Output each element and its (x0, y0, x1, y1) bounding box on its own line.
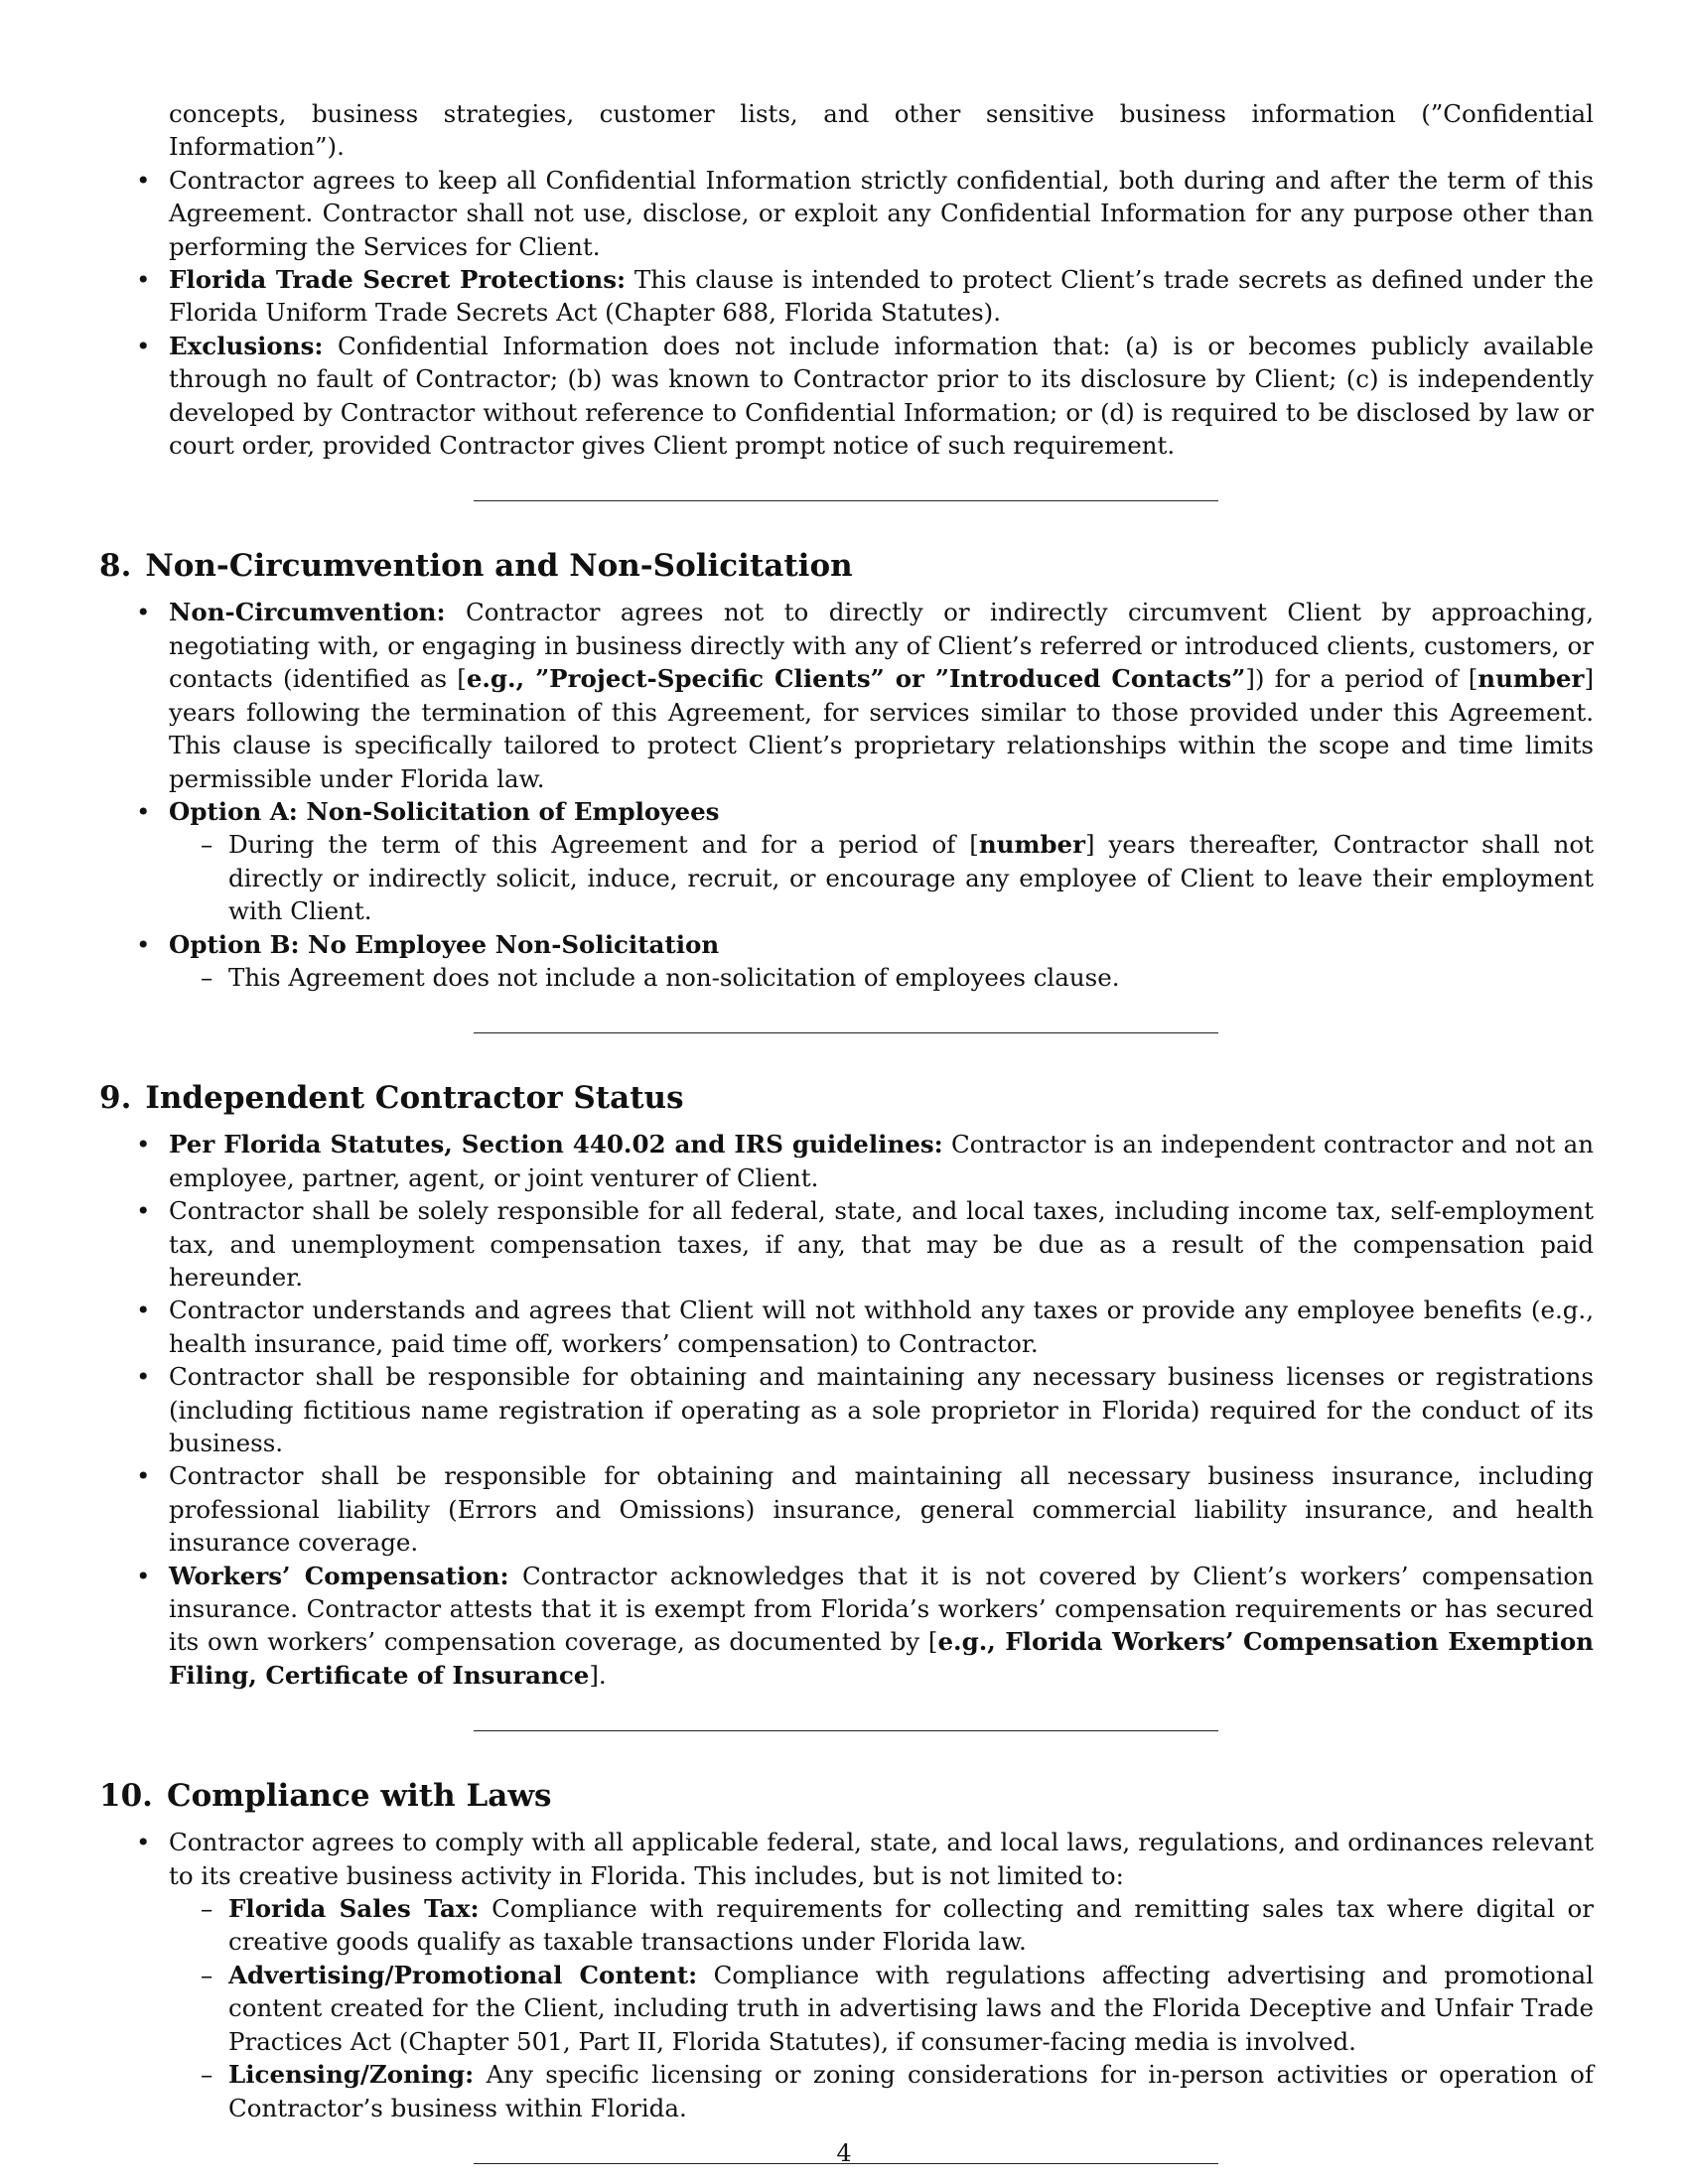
section-8-list (99, 596, 1594, 994)
section-9-list (99, 1128, 1594, 1692)
list-item: • Contractor shall be responsible for obtaining and maintaining all necessary business insurance, including professional liability (Errors and Omissions) insurance, general commercial liability insurance, and health insurance coverage. (99, 1459, 1594, 1559)
sub-list-item: – Advertising/Promotional Content: Compliance with regulations affecting advertising and promotional content created for the Client, including truth in advertising laws and the Florida Deceptive and Unfair Trade Practices Act (Chapter 501, Part II, Florida Statutes), if consumer-facing media is involved. (169, 1959, 1594, 2058)
sub-list-item: – This Agreement does not include a non-solicitation of employees clause. (169, 961, 1594, 994)
list-item: • Contractor shall be solely responsible for all federal, state, and local taxes, including income tax, self-employment tax, and unemployment compensation taxes, if any, that may be due as a result of the compensation paid hereunder. (99, 1194, 1594, 1294)
list-item: • Contractor agrees to comply with all applicable federal, state, and local laws, regulations, and ordinances relevant to its creative business activity in Florida. This includes, but is not limited to: – Florida Sales Tax: Compliance with requirements for collecting and remitting sales tax where digital or creative goods qualify as taxable transactions under Florida law. – Advertising/Promotional Content: Compliance with regulations affecting advertising and promotional content created for the Client, including truth in advertising laws and the Florida Deceptive and Unfair Trade Practices Act (Chapter 501, Part II, Florida Statutes), if consumer-facing media is involved. – Licensing/Zoning: Any specific licensing or zoning considerations for in-person activities or operation of Contractor’s business within Florida. (99, 1826, 1594, 2124)
list-item: • Exclusions: Confidential Information does not include information that: (a) is or becomes publicly available through no fault of Contractor; (b) was known to Contractor prior to its disclosure by Client; (c) is independently developed by Contractor without reference to Confidential Information; or (d) is required to be disclosed by law or court order, provided Contractor gives Client prompt notice of such requirement. (99, 330, 1594, 463)
item-lead: Advertising/Promotional Content: (228, 1960, 698, 1989)
sub-list-item: – Florida Sales Tax: Compliance with requirements for collecting and remitting sales tax where digital or creative goods qualify as taxable transactions under Florida law. (169, 1892, 1594, 1959)
sub-list (169, 961, 1594, 994)
list-item (99, 795, 1594, 928)
section-heading-8: 8. Non-Circumvention and Non-Solicitation (99, 548, 853, 585)
list-item: • Non-Circumvention: Contractor agrees not to directly or indirectly circumvent Client by approaching, negotiating with, or engaging in business directly with any of Client’s referred or introduced clients, customers, or contacts (identified as [e.g., ”Project-Specific Clients” or ”Introduced Contacts”]) for a period of [number] years following the termination of this Agreement, for services similar to those provided under this Agreement. This clause is specifically tailored to protect Client’s proprietary relationships within the scope and time limits permissible under Florida law. (99, 596, 1594, 794)
sub-list (169, 1892, 1594, 2124)
sub-list (169, 828, 1594, 927)
sub-list-item: – During the term of this Agreement and for a period of [number] years thereafter, Contractor shall not directly or indirectly solicit, induce, recruit, or encourage any employee of Client to leave their employment with Client. (169, 828, 1594, 927)
list-item: • Workers’ Compensation: Contractor acknowledges that it is not covered by Client’s workers’ compensation insurance. Contractor attests that it is exempt from Florida’s workers’ compensation requirements or has secured its own workers’ compensation coverage, as documented by [e.g., Florida Workers’ Compensation Exemption Filing, Certificate of Insurance]. (99, 1560, 1594, 1693)
continuation-text: concepts, business strategies, customer lists, and other sensitive business information (”Confidential Information”). (169, 99, 1594, 162)
list-item: • Per Florida Statutes, Section 440.02 and IRS guidelines: Contractor is an independent contractor and not an employee, partner, agent, or joint venturer of Client. (99, 1128, 1594, 1194)
section-divider (474, 1032, 1218, 1033)
item-lead: Exclusions: (169, 331, 324, 360)
section-10-list (99, 1826, 1594, 2124)
list-item (99, 928, 1594, 995)
item-lead: Workers’ Compensation: (169, 1561, 509, 1590)
item-lead: Florida Sales Tax: (228, 1894, 480, 1924)
item-lead: Per Florida Statutes, Section 440.02 and IRS guidelines: (169, 1130, 943, 1160)
confidentiality-list (99, 164, 1594, 463)
section-heading-10: 10. Compliance with Laws (99, 1778, 552, 1815)
item-lead: Option B: No Employee Non-Solicitation (169, 929, 720, 959)
item-lead: Option A: Non-Solicitation of Employees (169, 796, 720, 826)
list-item: • Florida Trade Secret Protections: This clause is intended to protect Client’s trade secrets as defined under the Florida Uniform Trade Secrets Act (Chapter 688, Florida Statutes). (99, 263, 1594, 330)
section-divider (474, 500, 1218, 501)
list-item: • Contractor understands and agrees that Client will not withhold any taxes or provide any employee benefits (e.g., health insurance, paid time off, workers’ compensation) to Contractor. (99, 1294, 1594, 1360)
item-lead: Licensing/Zoning: (228, 2060, 475, 2090)
item-lead: Florida Trade Secret Protections: (169, 265, 627, 295)
section-heading-9: 9. Independent Contractor Status (99, 1080, 684, 1117)
section-divider (474, 1730, 1218, 1731)
page-number: 4 (836, 2139, 852, 2167)
list-item: • Contractor agrees to keep all Confidential Information strictly confidential, both during and after the term of this Agreement. Contractor shall not use, disclose, or exploit any Confidential Information for any purpose other than performing the Services for Client. (99, 164, 1594, 263)
list-item: • Contractor shall be responsible for obtaining and maintaining any necessary business licenses or registrations (including fictitious name registration if operating as a sole proprietor in Florida) required for the conduct of its business. (99, 1360, 1594, 1459)
item-lead: Non-Circumvention: (169, 598, 446, 627)
document-page (99, 97, 1594, 2164)
sub-list-item: – Licensing/Zoning: Any specific licensing or zoning considerations for in-person activities or operation of Contractor’s business within Florida. (169, 2058, 1594, 2124)
